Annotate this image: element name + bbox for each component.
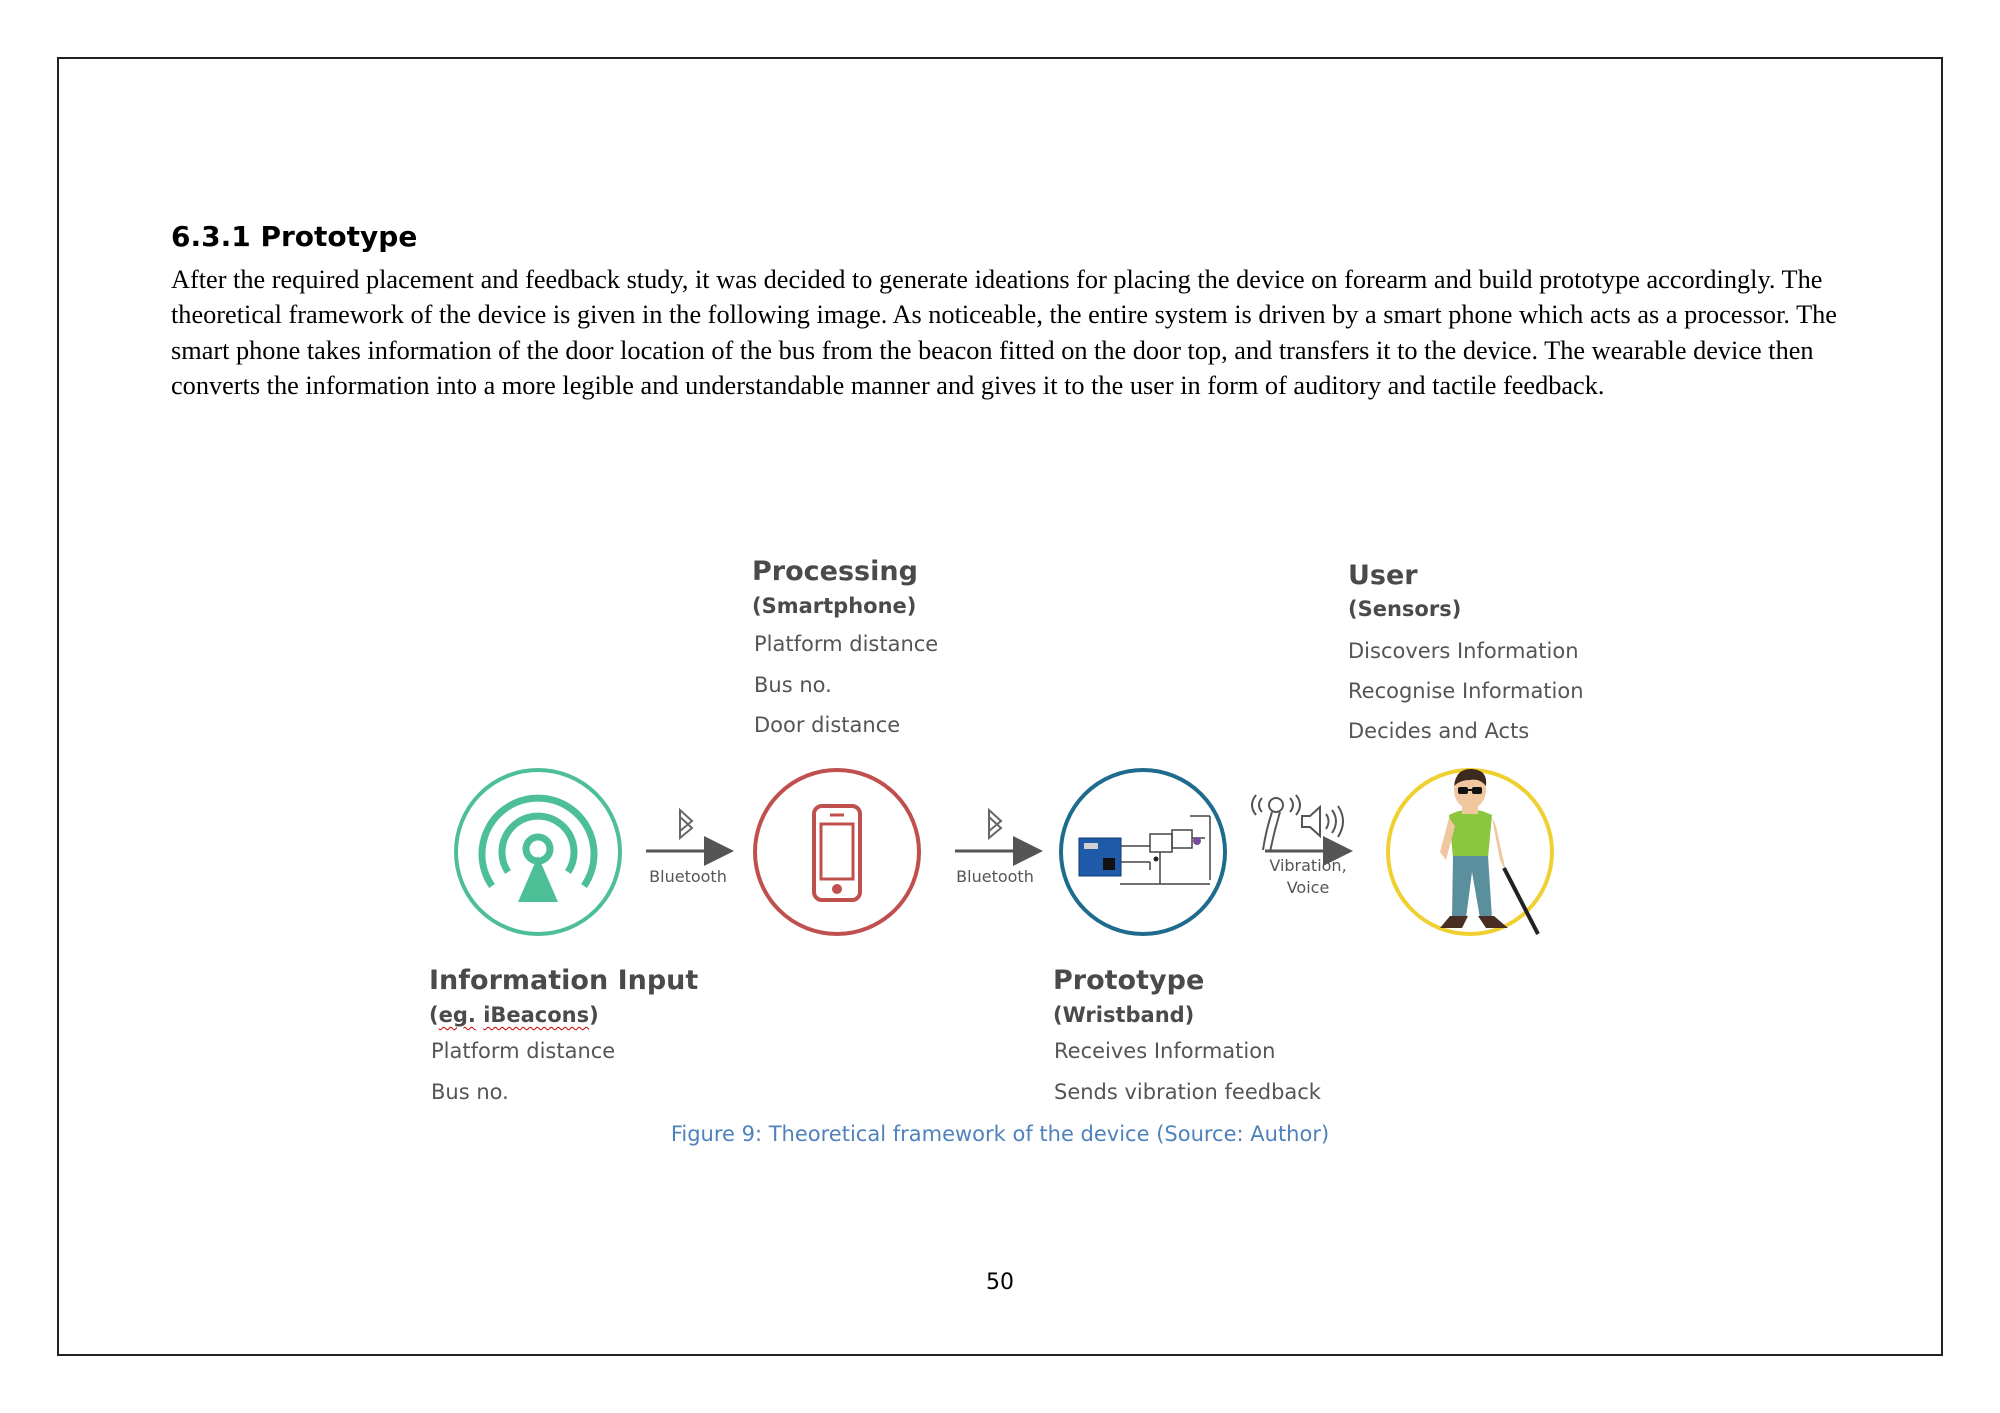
arduino-circuit-icon: [1079, 816, 1210, 884]
user-title: User: [1348, 560, 1418, 591]
prototype-sub: (Wristband): [1053, 1003, 1195, 1027]
input-sub: (eg. iBeacons): [429, 1003, 599, 1027]
section-paragraph: After the required placement and feedback study, it was decided to generate ideations for placing the device on forearm and build prototype accordingly. The theoretical framework of the device is given in the following image. As noticeable, the entire system is driven by a smart phone which acts as a processor. The smart phone takes information of the door location of the bus from the beacon fitted on the door top, and transfers it to the device. The wearable device then converts the information into a more legible and understandable manner and gives it to the user in form of auditory and tactile feedback.: [171, 265, 1837, 401]
user-item: Recognise Information: [1348, 679, 1584, 703]
prototype-item: Sends vibration feedback: [1054, 1080, 1321, 1104]
user-sub: (Sensors): [1348, 597, 1462, 621]
processing-item: Door distance: [754, 713, 901, 737]
user-item: Decides and Acts: [1348, 719, 1530, 743]
smartphone-icon: [814, 806, 860, 900]
prototype-title: Prototype: [1053, 965, 1205, 996]
vibration-label: Vibration,: [1269, 856, 1347, 875]
bluetooth-icon: [680, 810, 692, 838]
processing-circle: [755, 770, 919, 934]
vibration-icon: [1252, 795, 1300, 852]
processing-item: Bus no.: [754, 673, 832, 697]
figure-caption: Figure 9: Theoretical framework of the device (Source: Author): [670, 1122, 1330, 1146]
processing-item: Platform distance: [754, 632, 939, 656]
input-item: Bus no.: [431, 1080, 509, 1104]
prototype-item: Receives Information: [1054, 1039, 1276, 1063]
input-title: Information Input: [429, 965, 699, 996]
blind-user-icon: [1440, 769, 1538, 934]
processing-sub: (Smartphone): [752, 594, 917, 618]
voice-label: Voice: [1286, 878, 1330, 897]
section-heading: 6.3.1 Prototype: [171, 220, 418, 253]
speaker-icon: [1302, 806, 1343, 837]
bluetooth-label: Bluetooth: [649, 867, 727, 886]
user-item: Discovers Information: [1348, 639, 1579, 663]
page-number: 50: [986, 1270, 1014, 1295]
bluetooth-icon: [989, 810, 1001, 838]
input-item: Platform distance: [431, 1039, 616, 1063]
processing-title: Processing: [752, 556, 918, 587]
bluetooth-label: Bluetooth: [956, 867, 1034, 886]
beacon-base: [518, 856, 558, 902]
